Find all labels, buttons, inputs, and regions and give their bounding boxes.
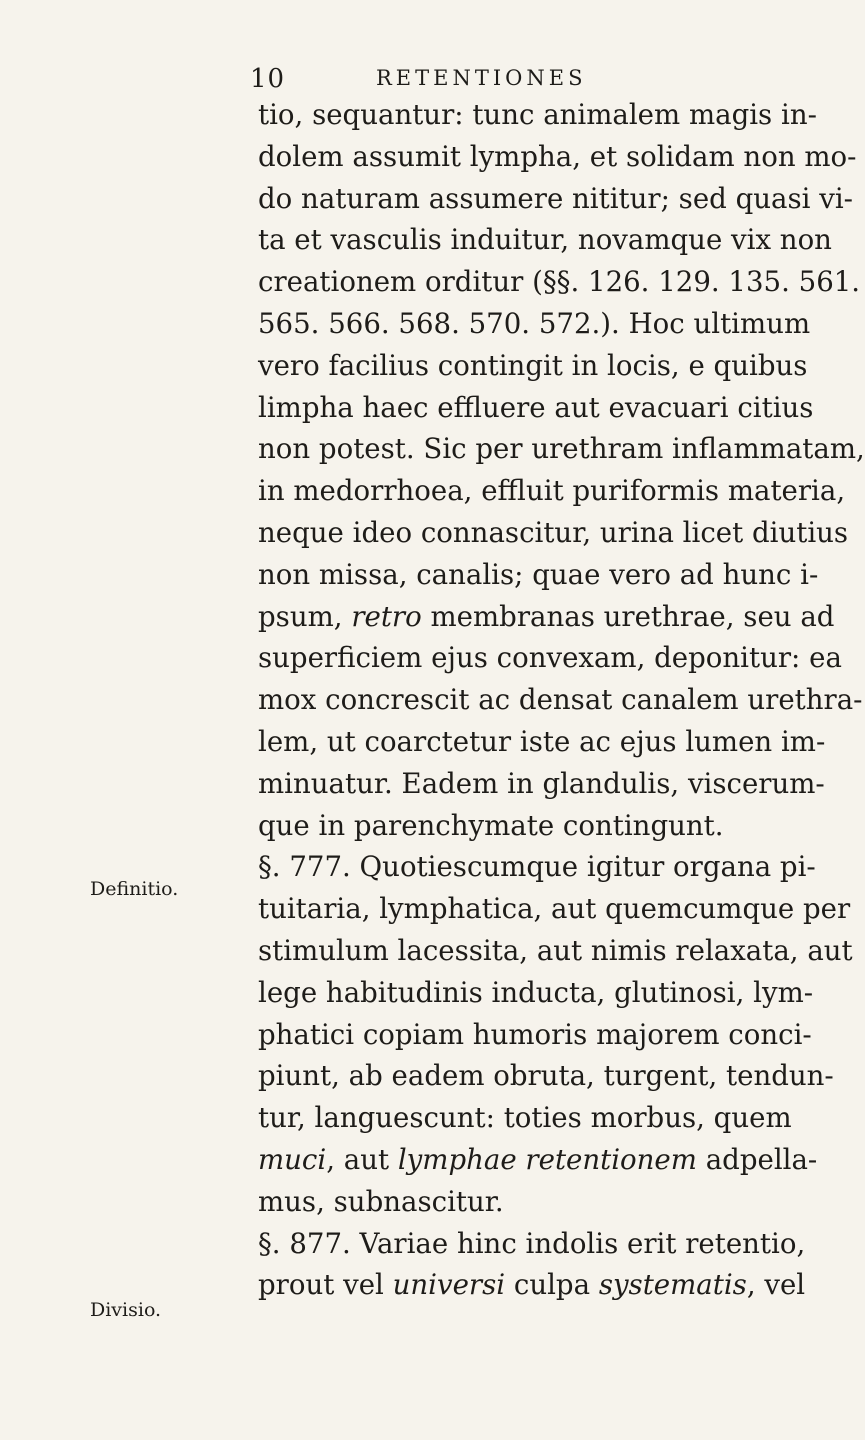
text-line: lem, ut coarctetur iste ac ejus lumen im- bbox=[258, 724, 826, 758]
text-line: mus, subnascitur. bbox=[258, 1184, 504, 1218]
text-line: limpha haec effluere aut evacuari citius bbox=[258, 390, 814, 424]
text-line: superficiem ejus convexam, deponitur: ea bbox=[258, 641, 842, 675]
text-line: ta et vasculis induitur, novamque vix non bbox=[258, 223, 832, 257]
body-text bbox=[258, 94, 865, 1306]
text-line: non missa, canalis; quae vero ad hunc i- bbox=[258, 557, 819, 591]
text-line: tur, languescunt: toties morbus, quem bbox=[258, 1101, 792, 1135]
text-segment: adpella- bbox=[696, 1142, 818, 1176]
text-line: mox concrescit ac densat canalem urethra- bbox=[258, 683, 863, 717]
text-segment: prout vel bbox=[258, 1268, 393, 1302]
page-number: 10 bbox=[250, 64, 286, 94]
text-line: dolem assumit lympha, et solidam non mo- bbox=[258, 139, 857, 173]
text-line: phatici copiam humoris majorem conci- bbox=[258, 1017, 812, 1051]
text-line: que in parenchymate contingunt. bbox=[258, 808, 724, 842]
text-line: tio, sequantur: tunc animalem magis in- bbox=[258, 98, 817, 131]
text-line bbox=[258, 596, 835, 638]
margin-note-definitio: Definitio. bbox=[90, 878, 179, 900]
text-line: piunt, ab eadem obruta, turgent, tendun- bbox=[258, 1059, 834, 1093]
italic-term-muci: muci bbox=[258, 1142, 327, 1176]
text-line: neque ideo connascitur, urina licet diutius bbox=[258, 515, 849, 549]
text-line: minuatur. Eadem in glandulis, viscerum- bbox=[258, 766, 825, 800]
margin-note-divisio: Divisio. bbox=[90, 1299, 162, 1321]
text-segment: culpa bbox=[505, 1268, 599, 1302]
text-segment: membranas urethrae, seu ad bbox=[421, 599, 835, 633]
text-line: lege habitudinis inducta, glutinosi, lym- bbox=[258, 975, 814, 1009]
text-line: in medorrhoea, effluit puriformis materia, bbox=[258, 474, 846, 508]
italic-term-lymphae-retentionem: lymphae retentionem bbox=[397, 1142, 697, 1176]
text-line: stimulum lacessita, aut nimis relaxata, aut bbox=[258, 933, 853, 967]
text-line: do naturam assumere nititur; sed quasi vi- bbox=[258, 181, 853, 215]
text-line: 565. 566. 568. 570. 572.). Hoc ultimum bbox=[258, 306, 811, 340]
italic-term-universi: universi bbox=[392, 1268, 506, 1302]
text-line: tuitaria, lymphatica, aut quemcumque per bbox=[258, 892, 851, 926]
section-777-start: §. 777. Quotiescumque igitur organa pi- bbox=[258, 850, 816, 884]
text-segment: , aut bbox=[326, 1142, 398, 1176]
text-line: vero facilius contingit in locis, e quibus bbox=[258, 348, 808, 382]
text-segment: , vel bbox=[746, 1268, 806, 1302]
italic-term-systematis: systematis bbox=[598, 1268, 747, 1302]
text-line bbox=[258, 1139, 818, 1181]
text-line bbox=[258, 1264, 806, 1306]
italic-word-retro: retro bbox=[351, 599, 422, 633]
section-877-start: §. 877. Variae hinc indolis erit retentio, bbox=[258, 1226, 806, 1260]
running-head: RETENTIONES bbox=[376, 66, 587, 90]
text-line: non potest. Sic per urethram inflammatam, bbox=[258, 432, 865, 466]
text-segment: psum, bbox=[258, 599, 352, 633]
text-line: creationem orditur (§§. 126. 129. 135. 561. bbox=[258, 265, 861, 299]
